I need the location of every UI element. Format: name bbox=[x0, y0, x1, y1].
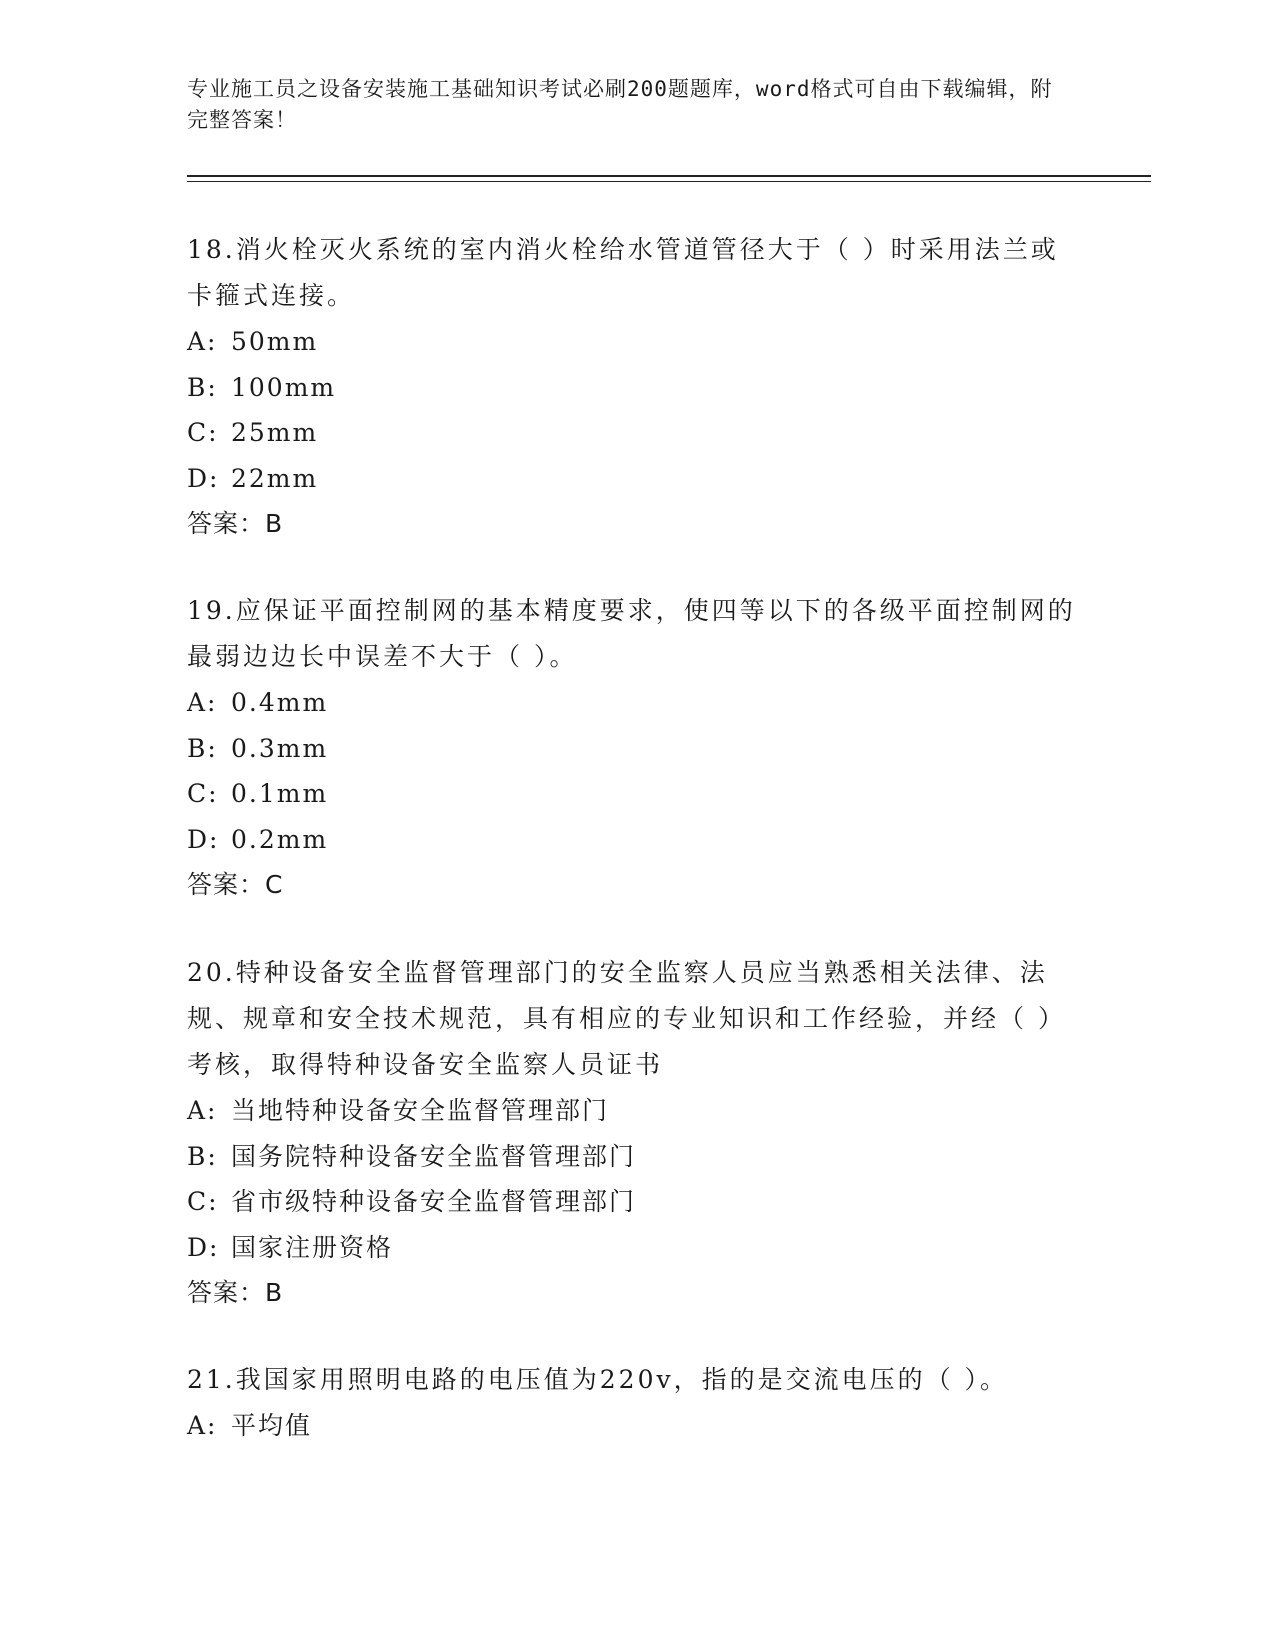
option-list bbox=[187, 680, 1077, 862]
header-divider-thin bbox=[187, 181, 1151, 182]
option-a bbox=[187, 680, 1077, 726]
option-c bbox=[187, 410, 1077, 456]
question-19 bbox=[187, 588, 1077, 907]
option-text: 平均值 bbox=[231, 1411, 313, 1440]
option-letter: C: bbox=[187, 1187, 219, 1216]
option-text: 省市级特种设备安全监督管理部门 bbox=[231, 1187, 637, 1216]
option-d bbox=[187, 1225, 1077, 1271]
option-text: 0.1mm bbox=[231, 779, 329, 808]
option-letter: B: bbox=[187, 733, 218, 763]
question-text: 20.特种设备安全监督管理部门的安全监察人员应当熟悉相关法律、法规、规章和安全技术规范，具有相应的专业知识和工作经验，并经（ ）考核，取得特种设备安全监察人员证书 bbox=[187, 958, 1066, 1079]
option-c bbox=[187, 771, 1077, 817]
option-b bbox=[187, 726, 1077, 772]
option-letter: C: bbox=[187, 779, 219, 808]
option-letter: B: bbox=[187, 372, 218, 402]
option-b bbox=[187, 1134, 1077, 1180]
option-c bbox=[187, 1179, 1077, 1225]
option-text: 0.2mm bbox=[231, 824, 329, 854]
option-list bbox=[187, 1403, 1077, 1449]
option-letter: A: bbox=[187, 1096, 218, 1125]
header-divider-thick bbox=[187, 175, 1151, 177]
option-text: 25mm bbox=[231, 418, 319, 447]
option-letter: C: bbox=[187, 418, 219, 447]
option-letter: A: bbox=[187, 1411, 218, 1440]
option-letter: B: bbox=[187, 1141, 218, 1171]
option-letter: A: bbox=[187, 327, 218, 356]
option-letter: D: bbox=[187, 463, 220, 493]
option-b bbox=[187, 365, 1077, 411]
option-a bbox=[187, 319, 1077, 365]
option-d bbox=[187, 456, 1077, 502]
answer-line: 答案：B bbox=[187, 1278, 284, 1307]
answer-line: 答案：B bbox=[187, 509, 284, 538]
document-header: 专业施工员之设备安装施工基础知识考试必刷200题题库，word格式可自由下载编辑，附完整答案！ bbox=[187, 77, 1053, 132]
option-list bbox=[187, 1088, 1077, 1270]
option-text: 当地特种设备安全监督管理部门 bbox=[231, 1096, 610, 1125]
option-letter: D: bbox=[187, 824, 220, 854]
question-20 bbox=[187, 950, 1077, 1315]
option-text: 0.3mm bbox=[231, 733, 329, 763]
option-text: 国家注册资格 bbox=[231, 1232, 394, 1262]
option-text: 22mm bbox=[231, 463, 319, 493]
option-text: 100mm bbox=[231, 372, 337, 402]
question-text: 19.应保证平面控制网的基本精度要求，使四等以下的各级平面控制网的最弱边边长中误差不大于（ ）。 bbox=[187, 596, 1076, 671]
option-list bbox=[187, 319, 1077, 501]
option-text: 50mm bbox=[231, 327, 319, 356]
option-text: 0.4mm bbox=[231, 688, 329, 717]
question-text: 21.我国家用照明电路的电压值为220v，指的是交流电压的（ ）。 bbox=[187, 1365, 1009, 1394]
option-letter: D: bbox=[187, 1232, 220, 1262]
option-a bbox=[187, 1403, 1077, 1449]
question-21 bbox=[187, 1357, 1077, 1449]
question-text: 18.消火栓灭火系统的室内消火栓给水管道管径大于（ ）时采用法兰或卡箍式连接。 bbox=[187, 235, 1059, 310]
answer-line: 答案：C bbox=[187, 870, 284, 899]
question-18 bbox=[187, 227, 1077, 546]
option-letter: A: bbox=[187, 688, 218, 717]
option-d bbox=[187, 817, 1077, 863]
option-text: 国务院特种设备安全监督管理部门 bbox=[231, 1141, 637, 1171]
option-a bbox=[187, 1088, 1077, 1134]
